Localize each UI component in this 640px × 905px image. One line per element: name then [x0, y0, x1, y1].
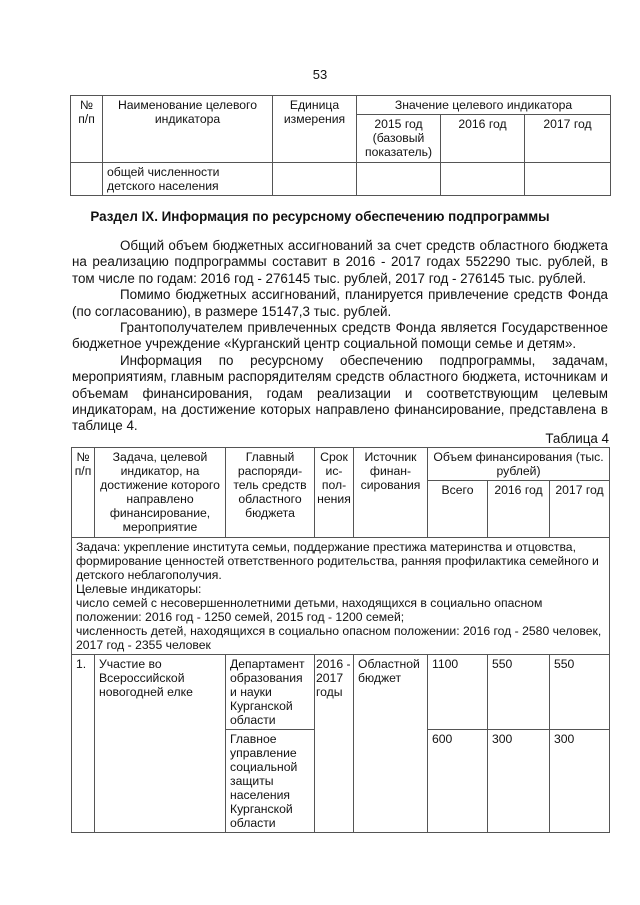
indicators-label: Целевые индикаторы: — [76, 582, 202, 596]
section-body — [72, 238, 608, 435]
header-2016: 2016 год — [441, 115, 525, 163]
indicator-1: число семей с несовершеннолетними детьми, находящихся в социально опасном положении: 2016 год - 1250 семей, 2015 год - 1200 семей; — [76, 596, 543, 624]
cell-2017: 550 — [550, 655, 610, 730]
cell-2016: 300 — [488, 730, 550, 833]
header-num: № п/п — [72, 448, 95, 538]
header-2017: 2017 год — [550, 481, 610, 538]
header-unit: Единица измерения — [273, 96, 357, 163]
cell-term: 2016 - 2017 годы — [315, 655, 354, 833]
cell-event: Участие во Всероссийской новогодней елке — [95, 655, 226, 833]
header-num: № п/п — [71, 96, 103, 163]
header-2015: 2015 год (базовый показатель) — [357, 115, 441, 163]
cell-2017 — [525, 163, 611, 196]
indicator-2: численность детей, находящихся в социально опасном положении: 2016 год - 2580 человек, 2017 год - 2355 человек — [76, 624, 602, 652]
header-task: Задача, целевой индикатор, на достижение которого направлено финансирование, мероприятие — [95, 448, 226, 538]
paragraph: Грантополучателем привлеченных средств Фонда является Государственное бюджетное учреждение «Курганский центр социальной помощи семье и детям». — [72, 320, 608, 352]
task-text: Задача: укрепление института семьи, поддержание престижа материнства и отцовства, формирование ценностей ответственного родительства, ранняя профилактика семейного и детского неблагополучия. — [76, 540, 599, 582]
header-indicator-name: Наименование целевого индикатора — [103, 96, 273, 163]
header-2017: 2017 год — [525, 115, 611, 163]
header-term: Срок ис-пол-нения — [315, 448, 354, 538]
table-row — [72, 655, 610, 730]
cell-manager: Главное управление социальной защиты населения Курганской области — [226, 730, 315, 833]
header-source: Источник финан-сирования — [354, 448, 428, 538]
cell-num: 1. — [72, 655, 95, 833]
cell-2016 — [441, 163, 525, 196]
cell-total: 600 — [428, 730, 488, 833]
funding-table — [71, 447, 610, 833]
cell-indicator-name: общей численности детского населения — [103, 163, 273, 196]
cell-manager: Департамент образования и науки Курганской области — [226, 655, 315, 730]
cell-source: Областной бюджет — [354, 655, 428, 833]
task-row — [72, 538, 610, 655]
task-block — [72, 538, 610, 655]
header-2016: 2016 год — [488, 481, 550, 538]
cell-unit — [273, 163, 357, 196]
cell-2017: 300 — [550, 730, 610, 833]
section-title: Раздел IX. Информация по ресурсному обеспечению подпрограммы — [90, 209, 550, 224]
header-total: Всего — [428, 481, 488, 538]
indicator-table — [70, 95, 611, 196]
page-number: 53 — [312, 67, 328, 82]
cell-num — [71, 163, 103, 196]
paragraph: Общий объем бюджетных ассигнований за счет средств областного бюджета на реализацию подпрограммы составит в 2016 - 2017 годах 552290 тыс. рублей, в том числе по годам: 2016 год - 276145 тыс. рублей, 2017 год - 276145 тыс. рублей. — [72, 238, 608, 286]
header-volume-group: Объем финансирования (тыс. рублей) — [428, 448, 610, 481]
header-value-group: Значение целевого индикатора — [357, 96, 611, 115]
cell-2016: 550 — [488, 655, 550, 730]
paragraph: Информация по ресурсному обеспечению подпрограммы, задачам, мероприятиям, главным распорядителям средств областного бюджета, источникам и объемам финансирования, годам реализации и соответствующим целевым индикаторам, на достижение которых направлено финансирование, представлена в таблице 4. — [72, 352, 608, 434]
header-manager: Главный распоряди-тель средств областного бюджета — [226, 448, 315, 538]
table-caption: Таблица 4 — [545, 431, 609, 446]
cell-2015 — [357, 163, 441, 196]
table-row — [71, 163, 611, 196]
paragraph: Помимо бюджетных ассигнований, планируется привлечение средств Фонда (по согласованию), в размере 15147,3 тыс. рублей. — [72, 287, 608, 319]
cell-total: 1100 — [428, 655, 488, 730]
